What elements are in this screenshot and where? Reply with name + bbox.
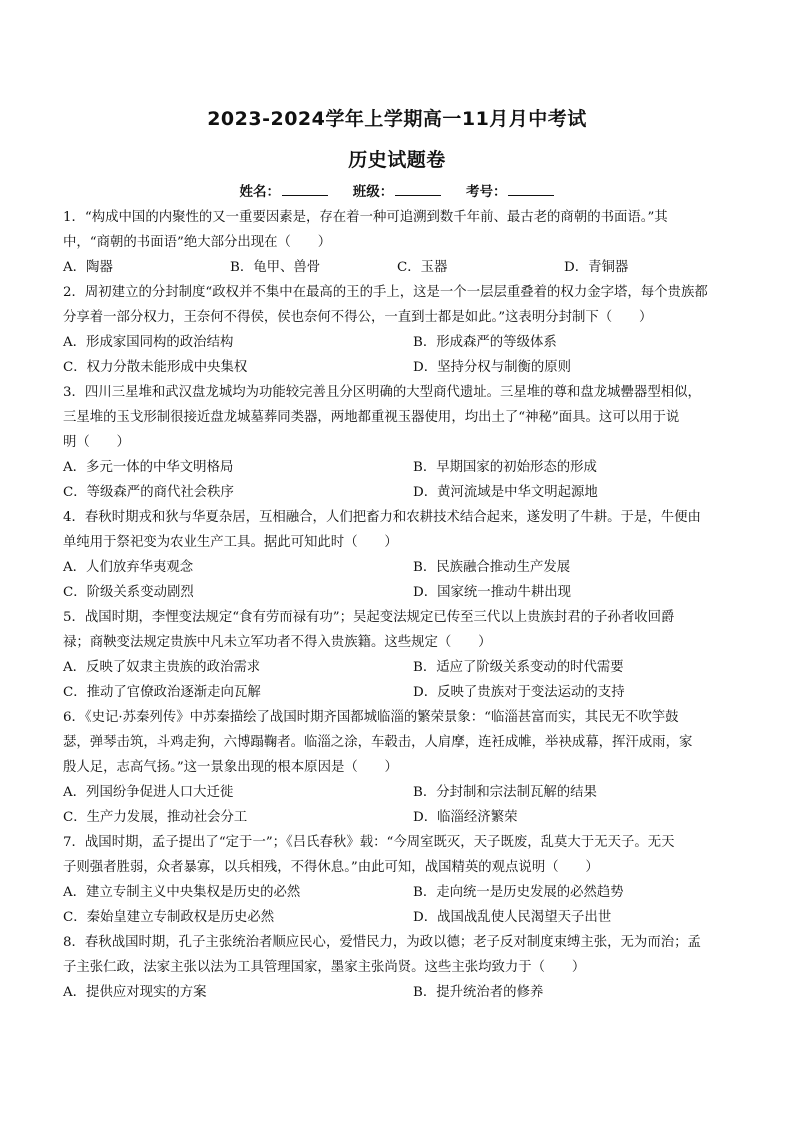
option-b[interactable]: B．民族融合推动生产发展 xyxy=(413,560,571,575)
question-stem-line: 明（ ） xyxy=(63,435,130,450)
question-stem-line: 子主张仁政，法家主张以法为工具管理国家，墨家主张尚贤。这些主张均致力于（ ） xyxy=(63,960,586,975)
question-1 xyxy=(63,205,731,280)
option-row xyxy=(63,330,731,355)
exam-title: 2023-2024学年上学期高一11月月中考试 xyxy=(207,108,587,130)
class-label: 班级： xyxy=(352,184,394,200)
question-stem-line: 中，“商朝的书面语”绝大部分出现在（ ） xyxy=(63,235,332,250)
question-stem-line: 子则强者胜弱，众者暴寡，以兵相残，不得休息。”由此可知，战国精英的观点说明（ ） xyxy=(63,860,599,875)
question-stem-line: 分享着一部分权力，王奈何不得侯，侯也奈何不得公，一直到士都是如此。”这表明分封制下（ ） xyxy=(63,310,653,325)
question-5 xyxy=(63,605,731,705)
option-a[interactable]: A．提供应对现实的方案 xyxy=(63,985,207,1000)
question-stem-line: 3．四川三星堆和武汉盘龙城均为功能较完善且分区明确的大型商代遗址。三星堆的尊和盘龙城罍器型相似， xyxy=(63,385,701,400)
question-stem-line: 1．“构成中国的内聚性的又一重要因素是，存在着一种可追溯到数千年前、最古老的商朝的书面语。”其 xyxy=(63,210,668,225)
question-stem-line: 8．春秋战国时期，孔子主张统治者顺应民心，爱惜民力，为政以德；老子反对制度束缚主张，无为而治；孟 xyxy=(63,935,701,950)
option-b[interactable]: B．走向统一是历史发展的必然趋势 xyxy=(413,885,624,900)
option-c[interactable]: C．权力分散未能形成中央集权 xyxy=(63,360,248,375)
option-d[interactable]: D．青铜器 xyxy=(564,260,629,275)
option-row xyxy=(63,580,731,605)
question-stem-line: 2．周初建立的分封制度“政权并不集中在最高的王的手上，这是一个一层层重叠着的权力金字塔，每个贵族都 xyxy=(63,285,708,300)
option-row xyxy=(63,780,731,805)
question-stem-line: 三星堆的玉戈形制很接近盘龙城墓葬同类器，两地都重视玉器使用，均出土了“神秘”面具。这可以用于说 xyxy=(63,410,680,425)
option-row xyxy=(63,555,731,580)
question-6 xyxy=(63,705,731,830)
option-c[interactable]: C．等级森严的商代社会秩序 xyxy=(63,485,234,500)
question-4 xyxy=(63,505,731,605)
option-d[interactable]: D．反映了贵族对于变法运动的支持 xyxy=(413,685,625,700)
question-7 xyxy=(63,830,731,930)
option-a[interactable]: A．陶器 xyxy=(63,260,113,275)
question-stem-line: 7．战国时期，孟子提出了“定于一”；《吕氏春秋》载：“今周室既灭，天子既废，乱莫大于无天子。无天 xyxy=(63,835,675,850)
name-field[interactable] xyxy=(240,180,329,200)
question-2 xyxy=(63,280,731,380)
option-b[interactable]: B．早期国家的初始形态的形成 xyxy=(413,460,597,475)
question-stem-line: 殷人足，志高气扬。”这一景象出现的根本原因是（ ） xyxy=(63,760,398,775)
option-d[interactable]: D．黄河流域是中华文明起源地 xyxy=(413,485,598,500)
option-a[interactable]: A．列国纷争促进人口大迁徙 xyxy=(63,785,234,800)
exam-number-blank[interactable] xyxy=(508,183,554,196)
class-field[interactable] xyxy=(353,180,442,200)
option-b[interactable]: B．龟甲、兽骨 xyxy=(230,260,321,275)
question-8 xyxy=(63,930,731,1005)
option-c[interactable]: C．秦始皇建立专制政权是历史必然 xyxy=(63,910,275,925)
exam-number-label: 考号： xyxy=(465,184,507,200)
option-c[interactable]: C．推动了官僚政治逐渐走向瓦解 xyxy=(63,685,261,700)
option-c[interactable]: C．阶级关系变动剧烈 xyxy=(63,585,194,600)
exam-number-field[interactable] xyxy=(466,180,555,200)
question-stem-line: 4．春秋时期戎和狄与华夏杂居，互相融合，人们把畜力和农耕技术结合起来，遂发明了牛耕。于是，牛便由 xyxy=(63,510,701,525)
question-stem-line: 禄；商鞅变法规定贵族中凡未立军功者不得入贵族籍。这些规定（ ） xyxy=(63,635,492,650)
option-row xyxy=(63,905,731,930)
question-stem-line: 瑟，弹琴击筑，斗鸡走狗，六博蹋鞠者。临淄之涂，车毂击，人肩摩，连衽成帷，举袂成幕，挥汗成雨，家 xyxy=(63,735,693,750)
question-stem-line: 单纯用于祭祀变为农业生产工具。据此可知此时（ ） xyxy=(63,535,398,550)
option-c[interactable]: C．生产力发展，推动社会分工 xyxy=(63,810,248,825)
question-stem-line: 6．《史记·苏秦列传》中苏秦描绘了战国时期齐国都城临淄的繁荣景象：“临淄甚富而实，其民无不吹竽鼓 xyxy=(63,710,679,725)
option-row xyxy=(63,655,731,680)
option-row xyxy=(63,880,731,905)
question-3 xyxy=(63,380,731,505)
option-d[interactable]: D．坚持分权与制衡的原则 xyxy=(413,360,572,375)
option-a[interactable]: A．反映了奴隶主贵族的政治需求 xyxy=(63,660,261,675)
class-blank[interactable] xyxy=(395,183,441,196)
option-row xyxy=(63,255,731,280)
option-row xyxy=(63,455,731,480)
option-a[interactable]: A．多元一体的中华文明格局 xyxy=(63,460,234,475)
option-c[interactable]: C．玉器 xyxy=(397,260,448,275)
option-b[interactable]: B．分封制和宗法制瓦解的结果 xyxy=(413,785,597,800)
option-row xyxy=(63,355,731,380)
option-b[interactable]: B．适应了阶级关系变动的时代需要 xyxy=(413,660,624,675)
student-info xyxy=(0,180,794,200)
option-row xyxy=(63,805,731,830)
exam-subtitle: 历史试题卷 xyxy=(348,149,446,171)
option-b[interactable]: B．提升统治者的修养 xyxy=(413,985,544,1000)
option-d[interactable]: D．临淄经济繁荣 xyxy=(413,810,518,825)
option-d[interactable]: D．战国战乱使人民渴望天子出世 xyxy=(413,910,612,925)
option-b[interactable]: B．形成森严的等级体系 xyxy=(413,335,557,350)
option-a[interactable]: A．建立专制主义中央集权是历史的必然 xyxy=(63,885,301,900)
name-label: 姓名： xyxy=(239,184,281,200)
question-list xyxy=(63,205,731,1005)
question-stem-line: 5．战国时期，李悝变法规定“食有劳而禄有功”；吴起变法规定已传至三代以上贵族封君的子孙者收回爵 xyxy=(63,610,675,625)
option-d[interactable]: D．国家统一推动牛耕出现 xyxy=(413,585,572,600)
option-row xyxy=(63,480,731,505)
option-a[interactable]: A．人们放弃华夷观念 xyxy=(63,560,194,575)
option-a[interactable]: A．形成家国同构的政治结构 xyxy=(63,335,234,350)
option-row xyxy=(63,680,731,705)
name-blank[interactable] xyxy=(282,183,328,196)
option-row xyxy=(63,980,731,1005)
